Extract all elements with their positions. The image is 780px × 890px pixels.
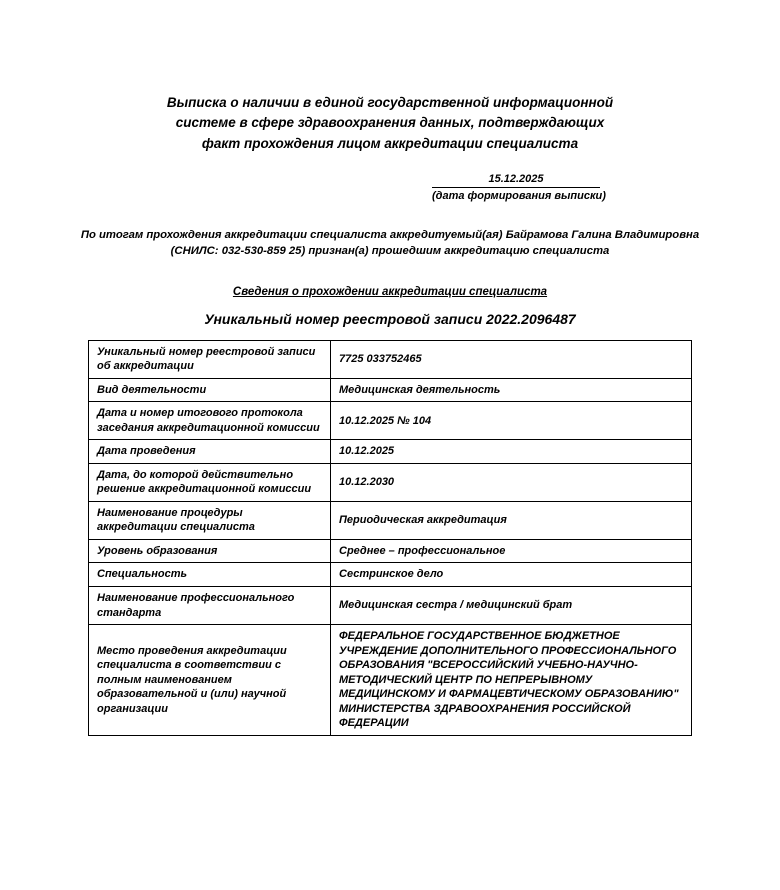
- row-value: Периодическая аккредитация: [331, 501, 692, 539]
- row-value: Сестринское дело: [331, 563, 692, 587]
- accreditation-result-paragraph: По итогам прохождения аккредитации специалиста аккредитуемый(ая) Байрамова Галина Владимировна (СНИЛС: 032-530-859 25) признан(а) прошедшим аккредитацию специалиста: [80, 228, 700, 257]
- row-label: Уровень образования: [89, 539, 331, 563]
- table-row: [89, 340, 692, 378]
- table-row: [89, 501, 692, 539]
- row-value: 10.12.2025 № 104: [331, 402, 692, 440]
- document-page: [0, 93, 780, 890]
- row-value: Среднее – профессиональное: [331, 539, 692, 563]
- row-value: 10.12.2030: [331, 463, 692, 501]
- table-row: [89, 463, 692, 501]
- row-label: Уникальный номер реестровой записи об аккредитации: [89, 340, 331, 378]
- table-row: [89, 539, 692, 563]
- table-row: [89, 587, 692, 625]
- formation-date-value: 15.12.2025: [432, 173, 600, 188]
- row-value: Медицинская сестра / медицинский брат: [331, 587, 692, 625]
- row-label: Дата проведения: [89, 440, 331, 464]
- row-value: 10.12.2025: [331, 440, 692, 464]
- table-row: [89, 440, 692, 464]
- accreditation-table: [88, 340, 692, 736]
- row-label: Место проведения аккредитации специалиста в соответствии с полным наименованием образовательной и (или) научной организации: [89, 625, 331, 736]
- table-row: [89, 378, 692, 402]
- row-label: Специальность: [89, 563, 331, 587]
- table-row: [89, 625, 692, 736]
- row-label: Вид деятельности: [89, 378, 331, 402]
- row-value: 7725 033752465: [331, 340, 692, 378]
- table-row: [89, 563, 692, 587]
- formation-date-caption: (дата формирования выписки): [432, 189, 606, 202]
- row-label: Наименование процедуры аккредитации специалиста: [89, 501, 331, 539]
- table-row: [89, 402, 692, 440]
- row-value: ФЕДЕРАЛЬНОЕ ГОСУДАРСТВЕННОЕ БЮДЖЕТНОЕ УЧРЕЖДЕНИЕ ДОПОЛНИТЕЛЬНОГО ПРОФЕССИОНАЛЬНОГО ОБРАЗОВАНИЯ "ВСЕРОССИЙСКИЙ УЧЕБНО-НАУЧНО-МЕТОДИЧЕСКИЙ ЦЕНТР ПО НЕПРЕРЫВНОМУ МЕДИЦИНСКОМУ И ФАРМАЦЕВТИЧЕСКОМУ ОБРАЗОВАНИЮ" МИНИСТЕРСТВА ЗДРАВООХРАНЕНИЯ РОССИЙСКОЙ ФЕДЕРАЦИИ: [331, 625, 692, 736]
- row-label: Дата, до которой действительно решение аккредитационной комиссии: [89, 463, 331, 501]
- formation-date-block: [432, 172, 606, 202]
- row-value: Медицинская деятельность: [331, 378, 692, 402]
- document-title: Выписка о наличии в единой государственной информационной системе в сфере здравоохранения данных, подтверждающих факт прохождения лицом аккредитации специалиста: [166, 95, 614, 151]
- accreditation-table-body: [89, 340, 692, 735]
- row-label: Дата и номер итогового протокола заседания аккредитационной комиссии: [89, 402, 331, 440]
- section-heading: Сведения о прохождении аккредитации специалиста: [232, 285, 548, 298]
- registry-number-line: Уникальный номер реестровой записи 2022.2096487: [204, 310, 576, 327]
- row-label: Наименование профессионального стандарта: [89, 587, 331, 625]
